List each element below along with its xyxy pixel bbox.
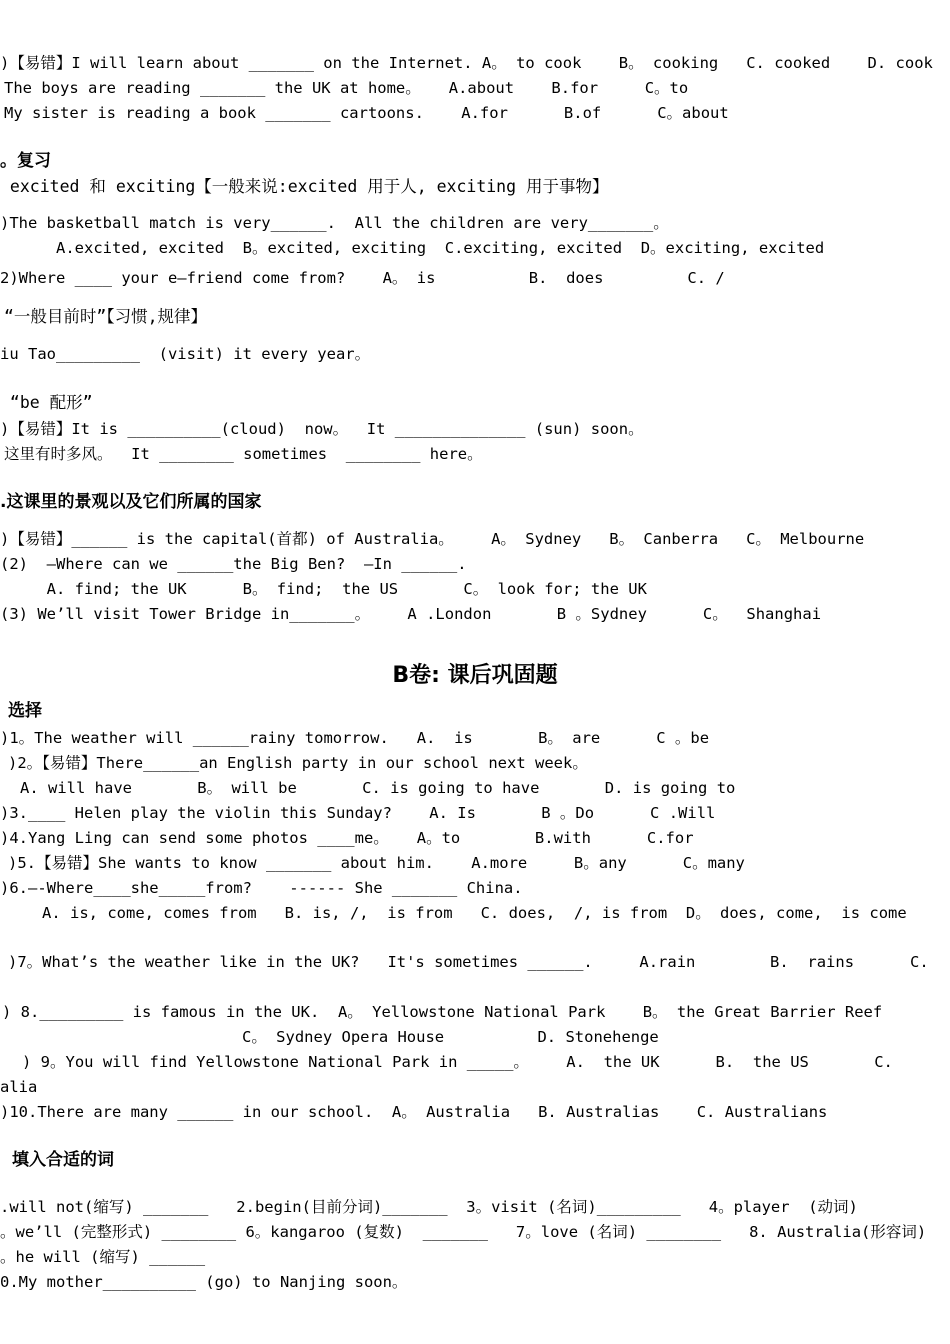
question-line: )10.There are many ______ in our school. A。 Australia B. Australias C. Australians — [0, 1103, 828, 1121]
section-heading-scenery: .这课里的景观以及它们所属的国家 — [0, 492, 262, 512]
question-line: The boys are reading _______ the UK at home。 A.about B.for C。to — [4, 79, 689, 97]
question-line: 2)Where ____ your e—friend come from? A。 is B. does C. / — [0, 269, 725, 287]
question-line: )2。【易错】There______an English party in our school next week。 — [8, 754, 588, 772]
question-line: )【易错】I will learn about _______ on the Internet. A。 to cook B。 cooking C. cooked D. cook — [0, 54, 933, 72]
fill-line: .will not(缩写) _______ 2.begin(目前分词)_______ 3。visit (名词)_________ 4。player (动词) — [0, 1198, 858, 1216]
grammar-rule: excited 和 exciting【一般来说:excited 用于人, exciting 用于事物】 — [0, 177, 609, 196]
question-line: iu Tao_________ (visit) it every year。 — [0, 345, 371, 363]
question-line: )【易错】It is __________(cloud) now。 It ______________ (sun) soon。 — [0, 420, 644, 438]
grammar-heading-be: “be 配形” — [0, 393, 93, 412]
question-line: )The basketball match is very______. All the children are very_______。 — [0, 214, 669, 232]
fill-line: 0.My mother__________ (go) to Nanjing soon。 — [0, 1273, 408, 1291]
question-line: )7。What’s the weather like in the UK? It's sometimes ______. A.rain B. rains C. — [8, 953, 929, 971]
question-line: (3) We’ll visit Tower Bridge in_______。 A .London B 。Sydney C。 Shanghai — [0, 605, 822, 623]
question-line: )3.____ Helen play the violin this Sunday? A. Is B 。Do C .Will — [0, 804, 716, 822]
question-line: ) 8._________ is famous in the UK. A。 Yellowstone National Park B。 the Great Barrier Reef — [2, 1003, 883, 1021]
answer-options: A. is, come, comes from B. is, /, is from C. does, /, is from D。 does, come, is come — [14, 904, 907, 922]
section-heading-fill: 填入合适的词 — [12, 1150, 114, 1170]
question-line: (2) —Where can we ______the Big Ben? —In ______. — [0, 555, 467, 573]
question-line: alia — [0, 1078, 38, 1096]
answer-options: A. find; the UK B。 find; the US C。 look for; the UK — [0, 580, 647, 598]
page-title: B卷: 课后巩固题 — [392, 663, 558, 688]
fill-line: 。he will (缩写) ______ — [0, 1248, 206, 1266]
section-heading-review: 。复习 — [0, 151, 51, 171]
question-line: ) 9。You will find Yellowstone National Park in _____。 A. the UK B. the US C. — [22, 1053, 893, 1071]
question-line: )4.Yang Ling can send some photos ____me。 A。to B.with C.for — [0, 829, 694, 847]
section-heading-choice: 选择 — [8, 701, 42, 721]
question-line: )1。The weather will ______rainy tomorrow. A. is B。 are C 。be — [0, 729, 710, 747]
answer-options: A.excited, excited B。excited, exciting C.exciting, excited D。exciting, excited — [0, 239, 825, 257]
answer-options: A. will have B。 will be C. is going to have D. is going to — [20, 779, 736, 797]
question-line: )5.【易错】She wants to know _______ about him. A.more B。any C。many — [8, 854, 745, 872]
question-line: My sister is reading a book _______ cartoons. A.for B.of C。about — [4, 104, 729, 122]
question-line: )6.—-Where____she_____from? ------ She _______ China. — [0, 879, 523, 897]
grammar-heading-present: “一般目前时”【习惯,规律】 — [4, 307, 208, 326]
fill-line: 。we’ll (完整形式) ________ 6。kangaroo (复数) _______ 7。love (名词) ________ 8. Australia(形容词) — [0, 1223, 927, 1241]
answer-options: C。 Sydney Opera House D. Stonehenge — [242, 1028, 659, 1046]
question-line: )【易错】______ is the capital(首都) of Australia。 A。 Sydney B。 Canberra C。 Melbourne — [0, 530, 865, 548]
question-line: 这里有时多风。 It ________ sometimes ________ here。 — [4, 445, 483, 463]
